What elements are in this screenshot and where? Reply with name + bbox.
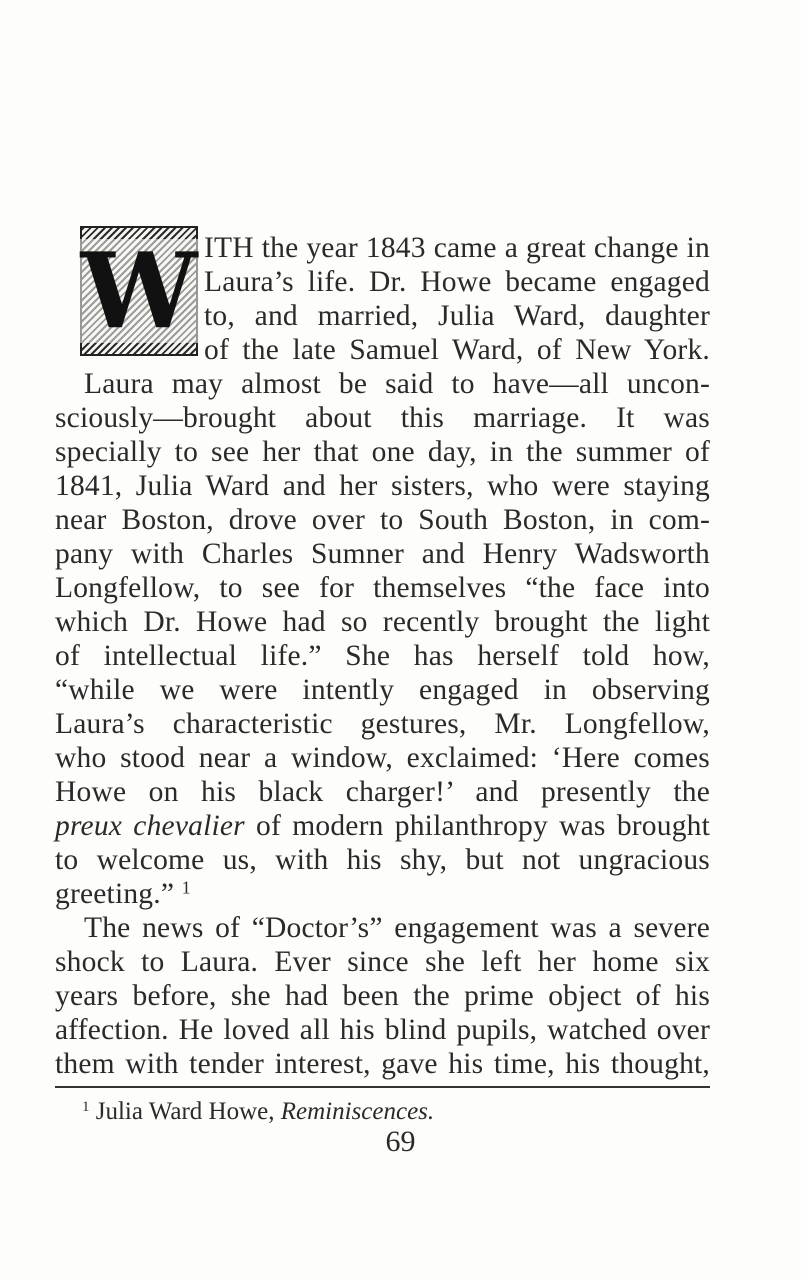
text-line: of the late Samuel Ward, of New York. <box>204 334 710 366</box>
text-line: them with tender interest, gave his time, his thought, <box>55 1048 710 1080</box>
text-line: Laura’s characteristic gestures, Mr. Longfellow, <box>55 708 710 740</box>
text-line: sciously—brought about this marriage. It was <box>55 402 710 434</box>
footnote-title: Reminiscences. <box>280 1098 435 1125</box>
text-line: shock to Laura. Ever since she left her home six <box>55 946 710 978</box>
text-line: who stood near a window, exclaimed: ‘Here comes <box>55 742 710 774</box>
text-line: “while we were intently engaged in observing <box>55 674 710 706</box>
text-line: of intellectual life.” She has herself told how, <box>55 640 710 672</box>
text-line: Howe on his black charger!’ and presently the <box>55 776 710 808</box>
text-line: pany with Charles Sumner and Henry Wadsworth <box>55 538 710 570</box>
footnote-marker: 1 <box>82 1098 90 1115</box>
text-line: Laura’s life. Dr. Howe became engaged <box>204 266 710 298</box>
footnote-text: Julia Ward Howe, <box>89 1098 281 1125</box>
footnote-reference: 1 <box>181 877 191 898</box>
italic-phrase: preux chevalier <box>55 810 245 842</box>
text-line: which Dr. Howe had so recently brought the light <box>55 606 710 638</box>
text-line: to welcome us, with his shy, but not ungracious <box>55 844 710 876</box>
text-line: near Boston, drove over to South Boston, in com- <box>55 504 710 536</box>
text-line: Laura may almost be said to have—all uncon- <box>84 368 710 400</box>
page-number: 69 <box>385 1125 416 1158</box>
text-fragment: greeting.” <box>55 878 182 910</box>
text-line: years before, she had been the prime object of his <box>55 980 710 1012</box>
text-line: affection. He loved all his blind pupils, watched over <box>55 1014 710 1046</box>
text-line: Longfellow, to see for themselves “the face into <box>55 572 710 604</box>
text-line: The news of “Doctor’s” engagement was a severe <box>84 912 710 944</box>
text-fragment: of modern philanthropy was brought <box>244 810 710 842</box>
text-line: to, and married, Julia Ward, daughter <box>204 300 710 332</box>
drop-cap-letter: W <box>80 229 198 352</box>
text-line: 1841, Julia Ward and her sisters, who were staying <box>55 470 710 502</box>
text-line: ITH the year 1843 came a great change in <box>204 232 710 264</box>
decorative-initial-letter <box>80 226 198 356</box>
footnote-rule <box>55 1086 710 1088</box>
text-line: specially to see her that one day, in the summer of <box>55 436 710 468</box>
